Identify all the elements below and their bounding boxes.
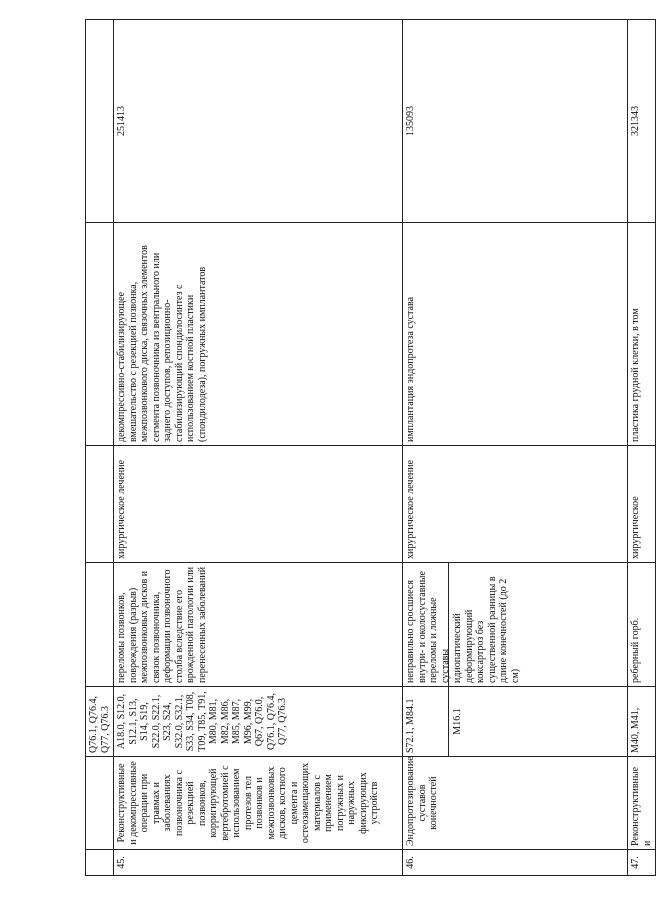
row-method [86,223,114,446]
row-treatment [86,446,114,563]
row-treatment: хирургическое лечение [403,446,628,563]
row-diagnosis: переломы позвонков, повреждения (разрыв) межпозвонковых дисков и связок позвоночника, деформации позвоночного столба вследствие его врожденной патологии или перенесенных заболеваний [114,563,403,687]
row-number: 45. [114,850,403,876]
row-cost: 251413 [114,20,403,223]
row-number: 47. [628,850,656,876]
row-codes: M40, M41, [628,687,656,757]
row-diagnosis: реберный горб. [628,563,656,687]
row-codes: A18.0, S12.0, S12.1, S13, S14, S19, S22.0, S22.1, S23, S24, S32.0, S32.1, S33, S34, T08, T09, T85, T91, M80, M81, M82, M86, M85, M87, M96, M99, Q67, Q76.0, Q76.1, Q76.4, Q77, Q76.3 [114,687,403,757]
row-diagnosis-2: идиопатический деформирующий коксартроз без существенной разницы в длине конечностей (до 2 см) [448,563,521,686]
row-method: пластика грудной клетки, в том [628,223,656,446]
row-title [86,757,114,850]
table-row-46 [403,20,628,876]
row-title: Реконструктивные и [628,757,656,850]
row-treatment: хирургическое лечение [114,446,403,563]
row-title: Эндопротезирование суставов конечностей [403,757,628,850]
row-codes-2: M16.1 [448,687,464,756]
row-diagnosis [86,563,114,687]
row-title: Реконструктивные и декомпрессивные операции при травмах и заболеваниях позвоночника с резекцией позвонков, корригирующей вертебротомией с использованием протезов тел позвонков и межпозвонковых дисков, костного цемента и остеозамещающих материалов с применением погружных и наружных фиксирующих устройств [114,757,403,850]
row-cost [86,20,114,223]
row-diagnosis: неправильно сросшиеся внутри- и околосуставные переломы и ложные суставы [405,571,451,683]
row-method: декомпрессивно-стабилизирующее вмешательство с резекцией позвонка, межпозвонкового диска, связочных элементов сегмента позвоночника из вентрального или заднего доступов, репозиционно-стабилизирующий спондилосинтез с использованием костной пластики (спондилодеза), погружных имплантатов [114,223,403,446]
table-row-continuation [86,20,114,876]
row-cost: 321343 [628,20,656,223]
row-codes-group [403,687,628,757]
row-treatment: хирургическое [628,446,656,563]
row-diagnosis-group [403,563,628,687]
row-number [86,850,114,876]
row-cost: 135093 [403,20,628,223]
table-row-45 [114,20,403,876]
services-table [85,19,656,876]
row-method: имплантация эндопротеза сустава [403,223,628,446]
row-number: 46. [403,850,628,876]
table-row-47 [628,20,656,876]
row-codes: S72.1, M84.1 [405,698,416,753]
row-codes: Q76.1, Q76.4, Q77, Q76.3 [86,687,114,757]
